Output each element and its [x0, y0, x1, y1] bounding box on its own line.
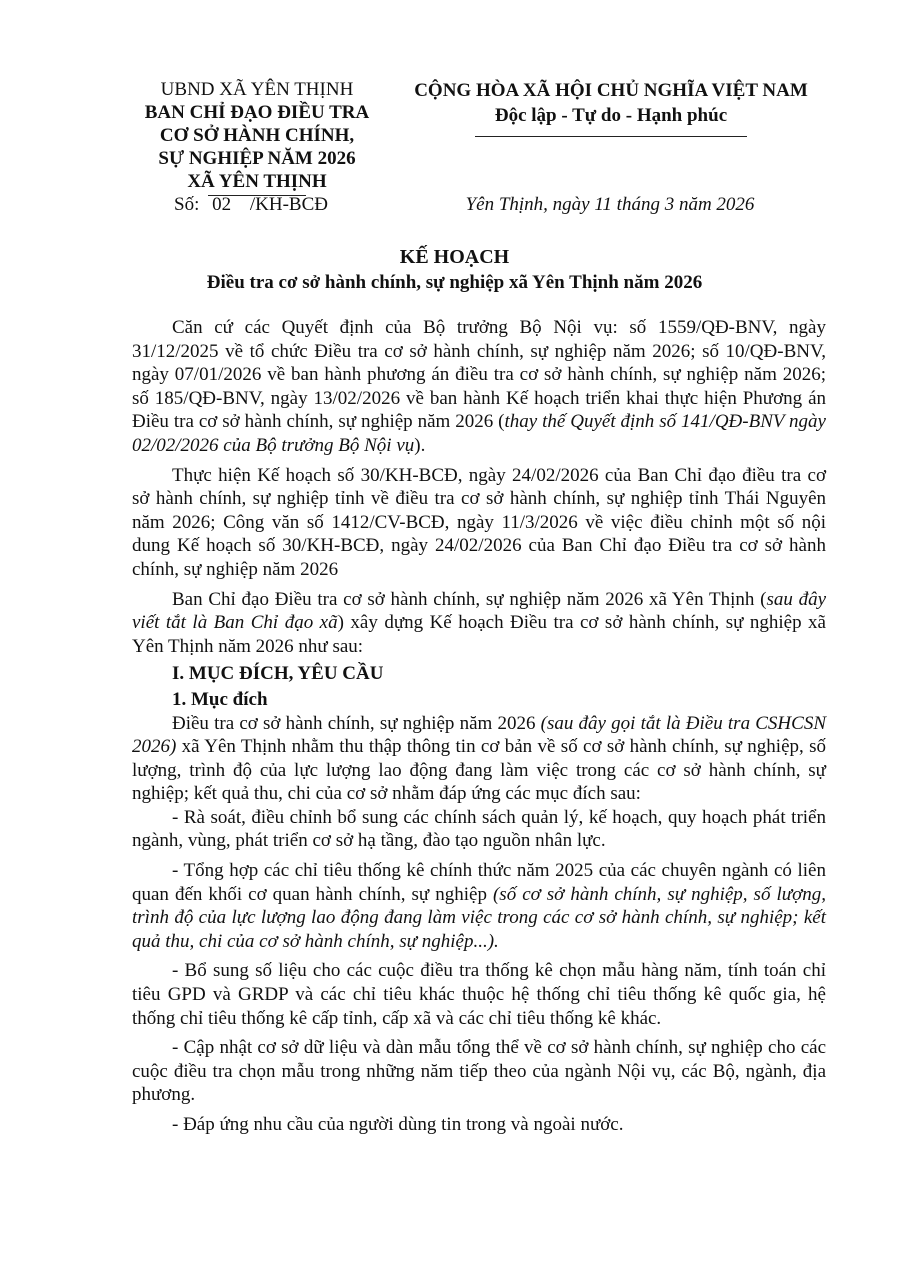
committee-line: SỰ NGHIỆP NĂM 2026 — [158, 148, 356, 169]
document-number — [174, 194, 328, 216]
document-type-title: KẾ HOẠCH — [399, 246, 510, 268]
paragraph-purpose — [132, 712, 826, 806]
paragraph-italic-text: sau đây viết tắt là Ban Chỉ đạo xã — [132, 588, 827, 634]
bullet-item: - Bổ sung số liệu cho các cuộc điều tra thống kê chọn mẫu hàng năm, tính toán chỉ tiêu GPD và GRDP và các chỉ tiêu khác thuộc hệ thống chỉ tiêu thống kê quốc gia, hệ thống chỉ tiêu thống kê cấp tỉnh, cấp xã và các chỉ tiêu thống kê khác. — [132, 960, 826, 1029]
paragraph-italic-text: (sau đây gọi tắt là Điều tra CSHCSN 2026) — [132, 712, 826, 758]
section-heading: I. MỤC ĐÍCH, YÊU CẦU — [172, 663, 384, 685]
committee-line: BAN CHỈ ĐẠO ĐIỀU TRA — [144, 102, 370, 123]
paragraph-implementation: Thực hiện Kế hoạch số 30/KH-BCĐ, ngày 24/02/2026 của Ban Chỉ đạo điều tra cơ sở hành chính, sự nghiệp tỉnh về điều tra cơ sở hành chính, sự nghiệp tỉnh Thái Nguyên năm 2026; Công văn số 1412/CV-BCĐ, ngày 11/3/2026 về việc điều chỉnh một số nội dung Kế hoạch số 30/KH-BCĐ, ngày 24/02/2026 của Ban Chỉ đạo Điều tra cơ sở hành chính, sự nghiệp năm 2026 — [132, 464, 826, 580]
document-number-suffix: /KH-BCĐ — [249, 194, 328, 215]
committee-line: XÃ YÊN THỊNH — [187, 171, 327, 192]
subsection-heading: 1. Mục đích — [172, 688, 268, 710]
paragraph-italic-text: (số cơ sở hành chính, sự nghiệp, số lượng, trình độ của lực lượng lao động đang làm việc trong các cơ sở hành chính, sự nghiệp; kết quả thu, chi của cơ sở hành chính, sự nghiệp...). — [132, 883, 826, 952]
paragraph-intro — [132, 588, 826, 659]
national-motto: Độc lập - Tự do - Hạnh phúc — [494, 105, 728, 126]
bullet-item: - Rà soát, điều chỉnh bổ sung các chính sách quản lý, kế hoạch, quy hoạch phát triển ngành, vùng, phát triển cơ sở hạ tầng, đào tạo nguồn nhân lực. — [132, 806, 826, 852]
bullet-item — [132, 859, 826, 953]
document-subject-title: Điều tra cơ sở hành chính, sự nghiệp xã Yên Thịnh năm 2026 — [206, 272, 703, 293]
paragraph-legal-basis — [132, 316, 826, 458]
committee-line: CƠ SỞ HÀNH CHÍNH, — [159, 125, 355, 146]
document-number-label: Số: — [174, 194, 200, 215]
place-date: Yên Thịnh, ngày 11 tháng 3 năm 2026 — [465, 194, 755, 215]
paragraph-text: Căn cứ các Quyết định của Bộ trưởng Bộ Nội vụ: số 1559/QĐ-BNV, ngày 31/12/2025 về tổ chức Điều tra cơ sở hành chính, sự nghiệp năm 2026; số 10/QĐ-BNV, ngày 07/01/2026 về ban hành phương án điều tra cơ sở hành chính, sự nghiệp năm 2026; số 185/QĐ-BNV, ngày 13/02/2026 về ban hành Kế hoạch triển khai thực hiện Phương án Điều tra cơ sở hành chính, sự nghiệp năm 2026 ( — [132, 317, 826, 433]
document-body — [132, 316, 826, 1137]
paragraph-text: ). — [414, 434, 426, 456]
paragraph-text: ) xây dựng Kế hoạch Điều tra cơ sở hành chính, sự nghiệp xã Yên Thịnh năm 2026 như sau: — [132, 612, 826, 657]
issuing-agency-block — [112, 78, 402, 196]
paragraph-text: Điều tra cơ sở hành chính, sự nghiệp năm 2026 — [172, 712, 541, 734]
paragraph-text: - Tổng hợp các chỉ tiêu thống kê chính thức năm 2025 của các chuyên ngành có liên quan đến khối cơ quan hành chính, sự nghiệp — [132, 860, 826, 905]
paragraph-italic-text: thay thế Quyết định số 141/QĐ-BNV ngày 02/02/2026 của Bộ trưởng Bộ Nội vụ — [132, 411, 826, 456]
motto-underline — [475, 136, 747, 137]
issuing-agency-parent: UBND XÃ YÊN THỊNH — [160, 79, 354, 100]
paragraph-text: xã Yên Thịnh nhằm thu thập thông tin cơ bản về số cơ sở hành chính, sự nghiệp, số lượng, trình độ của lực lượng lao động đang làm việc trong các cơ sở hành chính, sự nghiệp; kết quả thu, chi của cơ sở nhằm đáp ứng các mục đích sau: — [132, 736, 826, 805]
bullet-item: - Đáp ứng nhu cầu của người dùng tin trong và ngoài nước. — [172, 1114, 624, 1135]
national-header-block — [398, 78, 824, 137]
bullet-item: - Cập nhật cơ sở dữ liệu và dàn mẫu tổng thể về cơ sở hành chính, sự nghiệp cho các cuộc điều tra chọn mẫu trong những năm tiếp theo của ngành Nội vụ, các Bộ, ngành, địa phương. — [132, 1037, 826, 1106]
country-name: CỘNG HÒA XÃ HỘI CHỦ NGHĨA VIỆT NAM — [414, 80, 808, 101]
paragraph-text: Ban Chỉ đạo Điều tra cơ sở hành chính, sự nghiệp năm 2026 xã Yên Thịnh ( — [172, 588, 767, 610]
document-number-value: 02 — [212, 194, 232, 215]
